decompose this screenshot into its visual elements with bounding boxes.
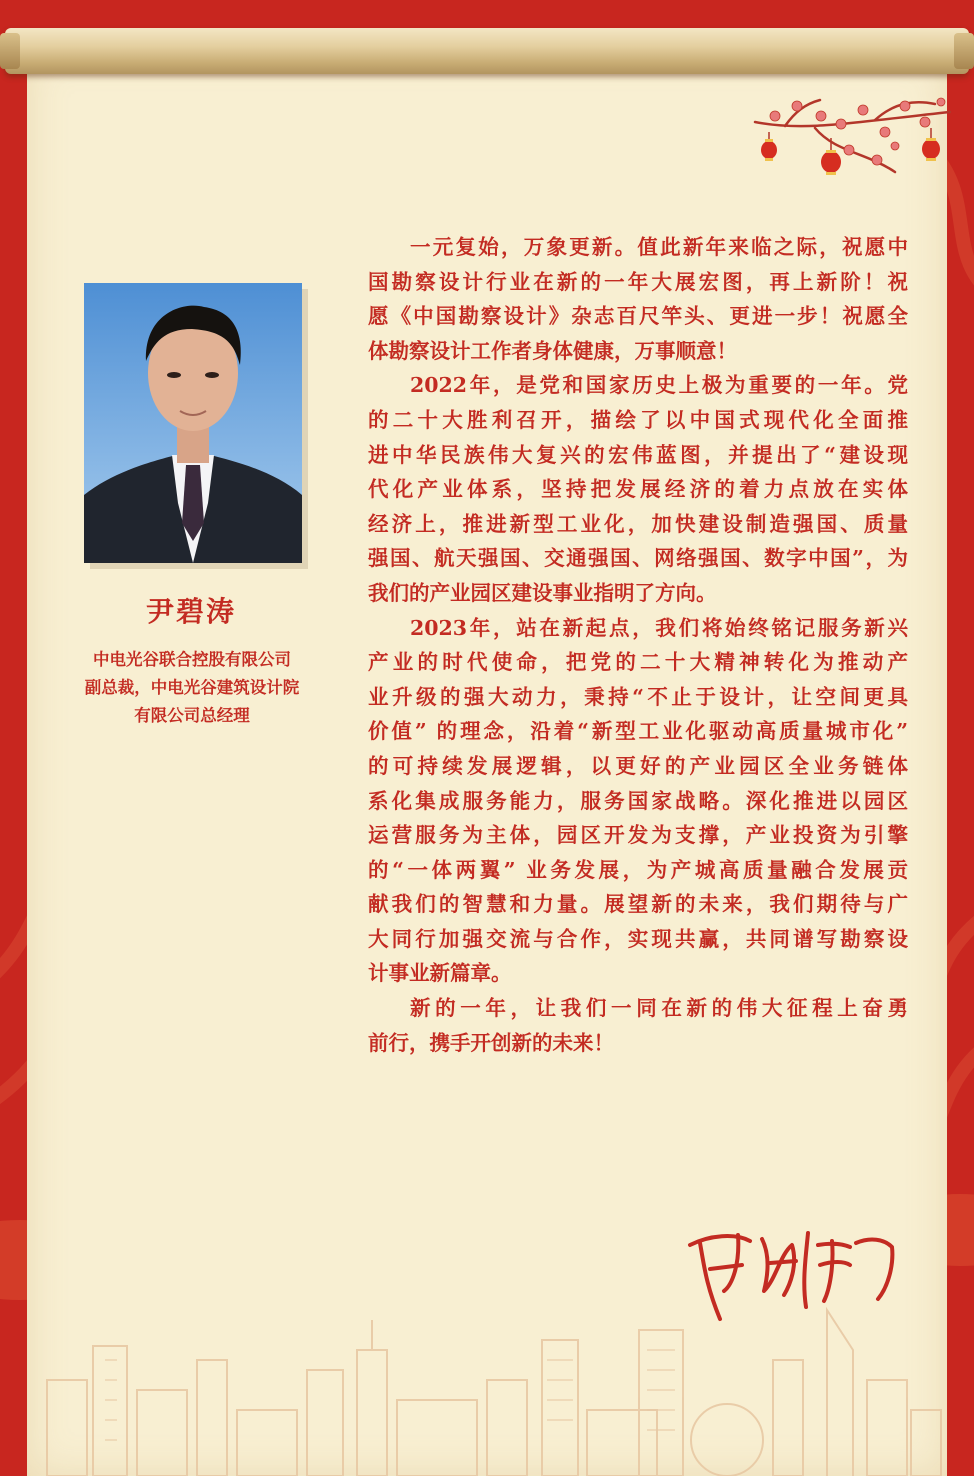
person-title-line: 副总裁，中电光谷建筑设计院 — [84, 678, 300, 697]
message-line: 进中华民族伟大复兴的宏伟蓝图，并提出了“建设现 — [368, 442, 908, 467]
scroll-rod — [5, 28, 969, 74]
message-line: 计事业新篇章。 — [368, 961, 512, 986]
message-line: 前行，携手开创新的未来！ — [368, 1030, 614, 1055]
person-title — [52, 646, 332, 730]
new-year-message — [368, 230, 908, 1060]
message-line: 体勘察设计工作者身体健康，万事顺意！ — [368, 338, 737, 363]
message-line: 2022年，是党和国家历史上极为重要的一年。党 — [410, 373, 908, 398]
message-line: 新的一年，让我们一同在新的伟大征程上奋勇 — [410, 996, 908, 1021]
scroll-rod-end-right — [954, 33, 974, 69]
message-line: 2023年，站在新起点，我们将始终铭记服务新兴 — [410, 615, 908, 640]
message-line: 经济上，推进新型工业化，加快建设制造强国、质量 — [368, 511, 908, 536]
message-line: 运营服务为主体，园区开发为支撑，产业投资为引擎 — [368, 823, 908, 848]
message-line: 强国、航天强国、交通强国、网络强国、数字中国”，为 — [368, 546, 908, 571]
person-title-line: 中电光谷联合控股有限公司 — [93, 650, 291, 669]
message-line: 代化产业体系，坚持把发展经济的着力点放在实体 — [368, 477, 908, 502]
person-title-line: 有限公司总经理 — [134, 706, 250, 725]
message-line: 一元复始，万象更新。值此新年来临之际，祝愿中 — [410, 235, 908, 259]
message-line: 国勘察设计行业在新的一年大展宏图，再上新阶！祝 — [368, 269, 908, 294]
city-skyline-icon — [27, 1290, 947, 1476]
message-line: 的可持续发展逻辑，以更好的产业园区全业务链体 — [368, 753, 908, 778]
message-line: 我们的产业园区建设事业指明了方向。 — [368, 580, 717, 605]
message-line: 价值” 的理念，沿着“新型工业化驱动高质量城市化” — [368, 719, 908, 744]
person-name: 尹碧涛 — [145, 595, 236, 628]
message-line: 愿《中国勘察设计》杂志百尺竿头、更进一步！祝愿全 — [368, 304, 908, 329]
message-line: 的二十大胜利召开，描绘了以中国式现代化全面推 — [368, 407, 908, 432]
portrait-photo — [84, 283, 302, 563]
message-line: 系化集成服务能力，服务国家战略。深化推进以园区 — [368, 788, 908, 813]
message-line: 产业的时代使命，把党的二十大精神转化为推动产 — [368, 650, 908, 675]
scroll-rod-end-left — [0, 33, 20, 69]
message-line: 的“一体两翼” 业务发展，为产城高质量融合发展贡 — [368, 857, 908, 882]
message-line: 大同行加强交流与合作，实现共赢，共同谱写勘察设 — [368, 926, 908, 951]
message-line: 业升级的强大动力，秉持“不止于设计，让空间更具 — [368, 684, 908, 709]
message-line: 献我们的智慧和力量。展望新的未来，我们期待与广 — [368, 892, 908, 917]
plum-blossom-lanterns-icon — [745, 92, 955, 192]
